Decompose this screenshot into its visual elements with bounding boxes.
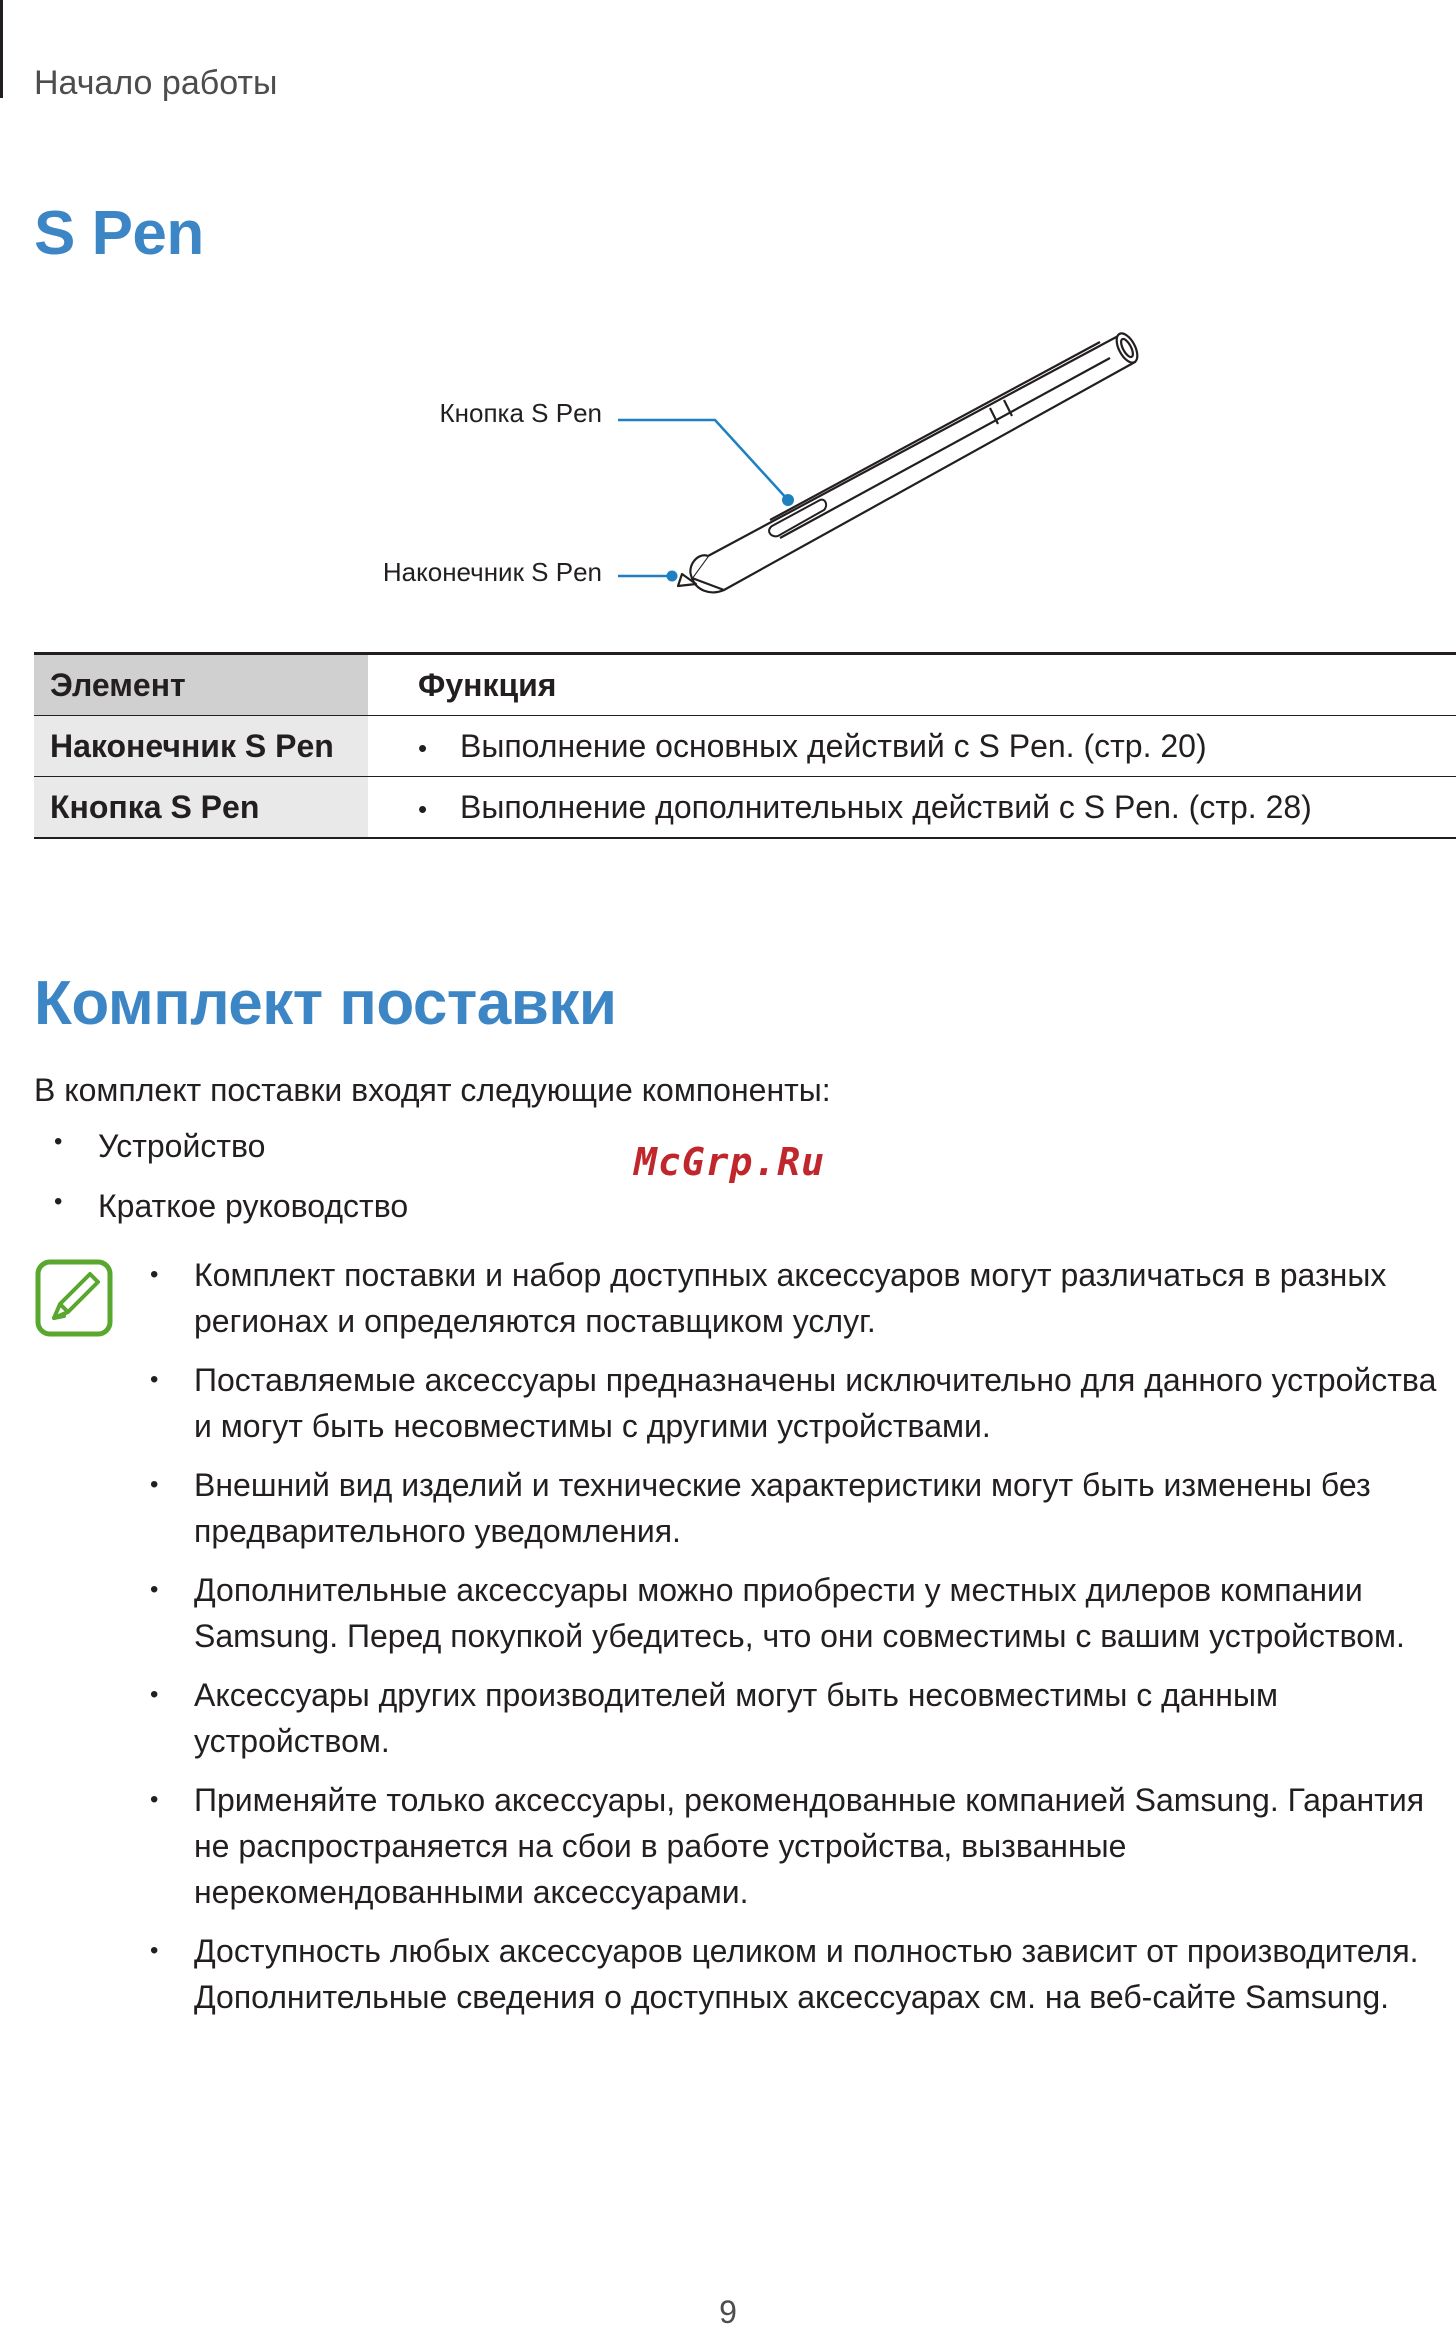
row-function-text: Выполнение основных действий с S Pen. (стр. 20) bbox=[460, 727, 1207, 764]
spen-illustration bbox=[600, 320, 1160, 600]
callout-tip-dot bbox=[667, 571, 678, 582]
bullet: • bbox=[150, 1576, 159, 1603]
spen-heading: S Pen bbox=[34, 199, 204, 268]
note-item bbox=[150, 1777, 1450, 1915]
row-function bbox=[368, 716, 1456, 777]
spen-function-table bbox=[34, 652, 1456, 839]
callout-button-dot bbox=[782, 494, 794, 506]
kit-heading: Комплект поставки bbox=[34, 969, 617, 1038]
note-text: Применяйте только аксессуары, рекомендованные компанией Samsung. Гарантия не распространяется на сбои в работе устройства, вызванные нерекомендованными аксессуарами. bbox=[194, 1782, 1425, 1910]
list-item bbox=[34, 1188, 408, 1248]
row-element: Наконечник S Pen bbox=[34, 716, 368, 777]
kit-items-list bbox=[34, 1128, 408, 1248]
note-item bbox=[150, 1357, 1450, 1449]
pen-body bbox=[678, 330, 1142, 592]
row-function bbox=[368, 777, 1456, 839]
note-item bbox=[150, 1928, 1450, 2020]
note-item bbox=[150, 1672, 1450, 1764]
bullet: • bbox=[150, 1261, 159, 1288]
bullet: • bbox=[54, 1188, 63, 1215]
list-item bbox=[34, 1128, 408, 1188]
note-text: Внешний вид изделий и технические характеристики могут быть изменены без предварительного уведомления. bbox=[194, 1467, 1371, 1549]
table-row bbox=[34, 777, 1456, 839]
bullet: • bbox=[418, 793, 428, 824]
callout-spen-tip-label: Наконечник S Pen bbox=[382, 557, 602, 587]
kit-intro: В комплект поставки входят следующие компоненты: bbox=[34, 1072, 831, 1108]
bullet: • bbox=[150, 1366, 159, 1393]
note-text: Аксессуары других производителей могут быть несовместимы с данным устройством. bbox=[194, 1677, 1278, 1759]
note-pencil-icon bbox=[34, 1258, 114, 1338]
table-header-row bbox=[34, 654, 1456, 716]
table-row bbox=[34, 716, 1456, 777]
callout-button-leader bbox=[618, 420, 788, 500]
row-function-text: Выполнение дополнительных действий с S Pen. (стр. 28) bbox=[460, 788, 1312, 825]
note-text: Поставляемые аксессуары предназначены исключительно для данного устройства и могут быть несовместимы с другими устройствами. bbox=[194, 1362, 1437, 1444]
bullet: • bbox=[418, 732, 428, 763]
list-item-text: Устройство bbox=[98, 1128, 266, 1164]
header-function: Функция bbox=[418, 666, 557, 703]
row-element: Кнопка S Pen bbox=[34, 777, 368, 839]
bullet: • bbox=[150, 1471, 159, 1498]
note-text: Дополнительные аксессуары можно приобрести у местных дилеров компании Samsung. Перед покупкой убедитесь, что они совместимы с вашим устройством. bbox=[194, 1572, 1405, 1654]
note-text: Доступность любых аксессуаров целиком и полностью зависит от производителя. Дополнительные сведения о доступных аксессуарах см. на веб-сайте Samsung. bbox=[194, 1933, 1419, 2015]
section-label: Начало работы bbox=[34, 64, 278, 102]
page-edge-line bbox=[0, 0, 3, 98]
note-text: Комплект поставки и набор доступных аксессуаров могут различаться в разных регионах и определяются поставщиком услуг. bbox=[194, 1257, 1387, 1339]
callout-spen-button-label: Кнопка S Pen bbox=[439, 398, 602, 428]
bullet: • bbox=[150, 1786, 159, 1813]
note-item bbox=[150, 1462, 1450, 1554]
note-item bbox=[150, 1567, 1450, 1659]
notes-list bbox=[150, 1252, 1450, 2033]
bullet: • bbox=[150, 1937, 159, 1964]
bullet: • bbox=[150, 1681, 159, 1708]
bullet: • bbox=[54, 1128, 63, 1155]
page-number: 9 bbox=[719, 2294, 737, 2330]
note-item bbox=[150, 1252, 1450, 1344]
header-element: Элемент bbox=[34, 654, 368, 716]
watermark: McGrp.Ru bbox=[634, 1140, 826, 1184]
list-item-text: Краткое руководство bbox=[98, 1188, 409, 1224]
